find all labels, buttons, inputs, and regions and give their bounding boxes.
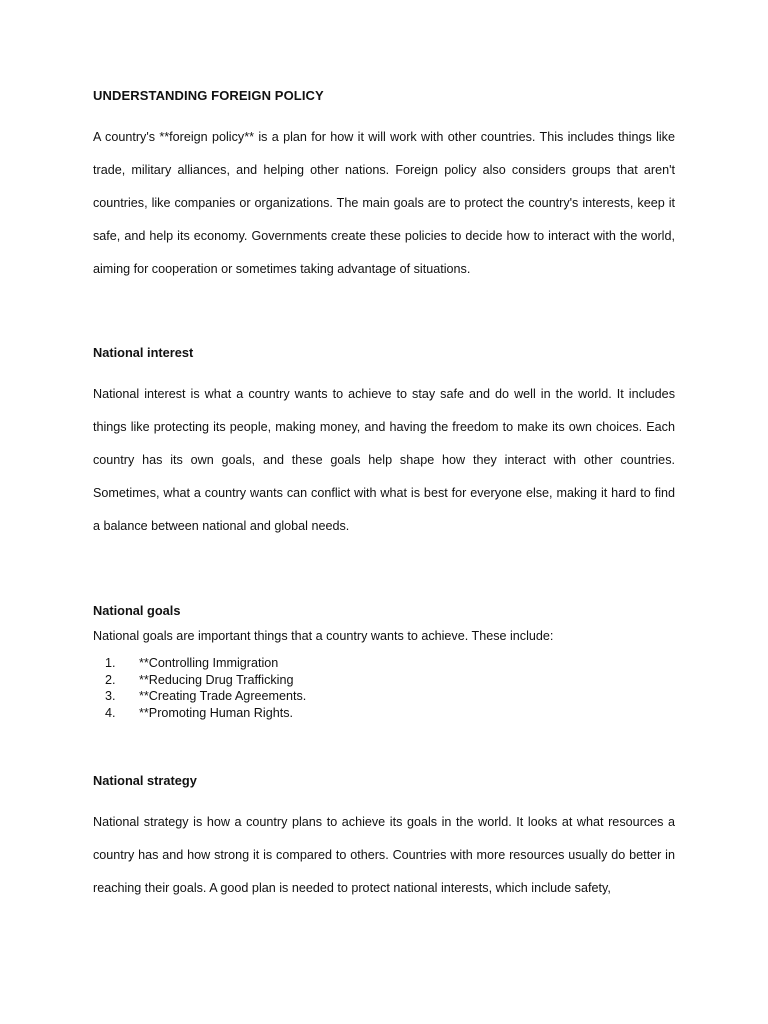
list-item xyxy=(93,655,306,672)
section-text-national-strategy: National strategy is how a country plans to achieve its goals in the world. It looks at what resources a country has and how strong it is compared to others. Countries with more resources usually do better in reaching their goals. A good plan is needed to protect national interests, which include safety, xyxy=(93,815,675,895)
section-heading-national-interest: National interest xyxy=(93,345,194,360)
list-item-number: 2. xyxy=(105,672,116,687)
national-goals-list xyxy=(93,655,306,721)
document-title: UNDERSTANDING FOREIGN POLICY xyxy=(93,88,324,103)
list-item-text: **Controlling Immigration xyxy=(139,656,279,670)
list-item-number: 1. xyxy=(105,656,116,670)
list-item-text: **Creating Trade Agreements. xyxy=(139,689,307,704)
section-text-national-goals: National goals are important things that a country wants to achieve. These include: xyxy=(93,629,554,643)
section-heading-national-goals: National goals xyxy=(93,603,181,618)
section-text-national-interest: National interest is what a country wants to achieve to stay safe and do well in the world. It includes things like protecting its people, making money, and having the freedom to make its own choices. Each country has its own goals, and these goals help shape how they interact with other countries. Sometimes, what a country wants can conflict with what is best for everyone else, making it hard to find a balance between national and global needs. xyxy=(93,387,675,533)
list-item-number: 3. xyxy=(105,689,116,704)
list-item xyxy=(93,672,306,689)
list-item-number: 4. xyxy=(105,705,116,720)
list-item-text: **Promoting Human Rights. xyxy=(139,705,293,720)
section-heading-national-strategy: National strategy xyxy=(93,773,197,788)
intro-paragraph: A country's **foreign policy** is a plan for how it will work with other countries. This includes things like trade, military alliances, and helping other nations. Foreign policy also considers groups that aren't countries, like companies or organizations. The main goals are to protect the country's interests, keep it safe, and help its economy. Governments create these policies to decide how to interact with the world, aiming for cooperation or sometimes taking advantage of situations. xyxy=(93,130,675,276)
list-item-text: **Reducing Drug Trafficking xyxy=(139,672,294,687)
list-item xyxy=(93,688,306,705)
list-item xyxy=(93,705,306,722)
